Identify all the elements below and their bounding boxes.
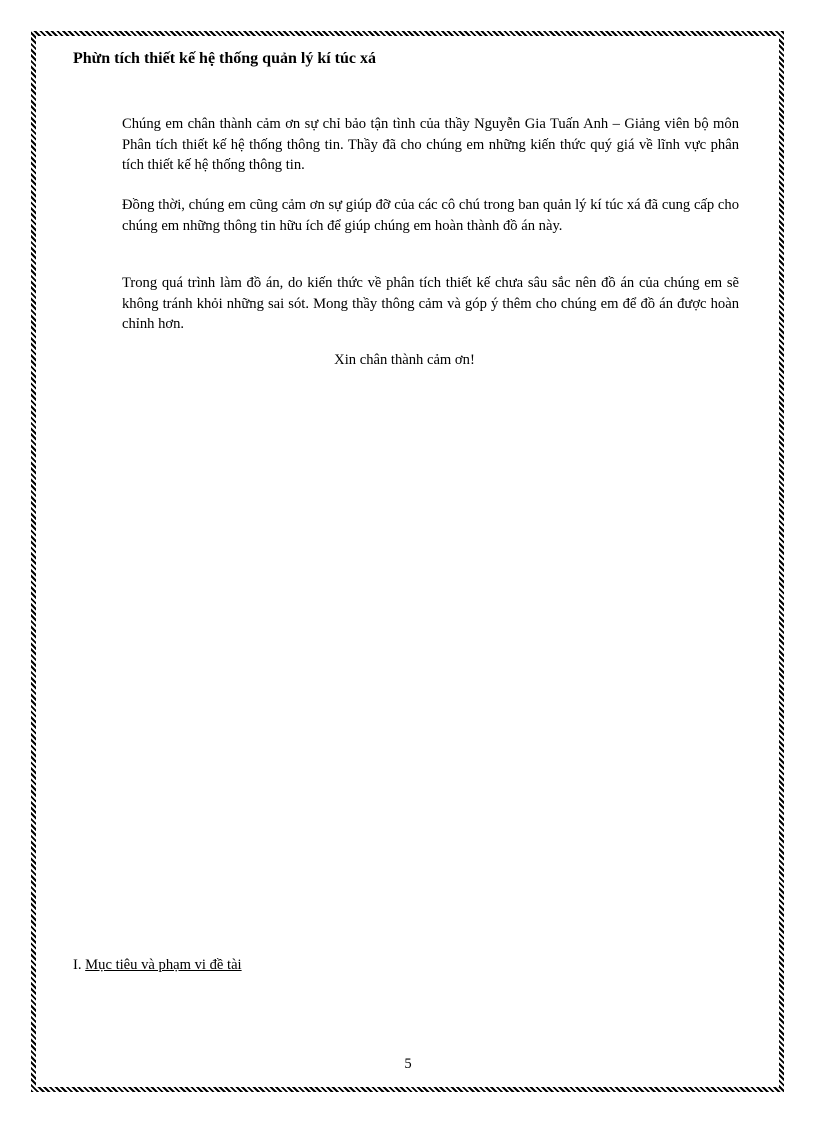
acknowledgement-paragraph-1: Chúng em chân thành cảm ơn sự chỉ bảo tận tình của thầy Nguyễn Gia Tuấn Anh – Giảng viên bộ môn Phân tích thiết kế hệ thống thông tin. Thầy đã cho chúng em những kiến thức quý giá về lĩnh vực phân tích thiết kế hệ thống thông tin. — [122, 116, 739, 173]
closing-thanks: Xin chân thành cảm ơn! — [334, 352, 475, 368]
page-number: 5 — [404, 1056, 412, 1072]
document-header-title: Phừn tích thiết kế hệ thống quản lý kí túc xá — [73, 50, 376, 67]
section-title: Mục tiêu và phạm vi đề tài — [85, 957, 242, 973]
section-heading — [73, 957, 242, 974]
page-border — [31, 31, 784, 1092]
acknowledgement-paragraph-3: Trong quá trình làm đồ án, do kiến thức về phân tích thiết kế chưa sâu sắc nên đồ án của chúng em sẽ không tránh khỏi những sai sót. Mong thầy thông cảm và góp ý thêm cho chúng em để đồ án được hoàn chỉnh hơn. — [122, 275, 739, 332]
section-number: I. — [73, 957, 82, 973]
acknowledgement-paragraph-2: Đồng thời, chúng em cũng cảm ơn sự giúp đỡ của các cô chú trong ban quản lý kí túc xá đã cung cấp cho chúng em những thông tin hữu ích để giúp chúng em hoàn thành đồ án này. — [122, 197, 739, 234]
